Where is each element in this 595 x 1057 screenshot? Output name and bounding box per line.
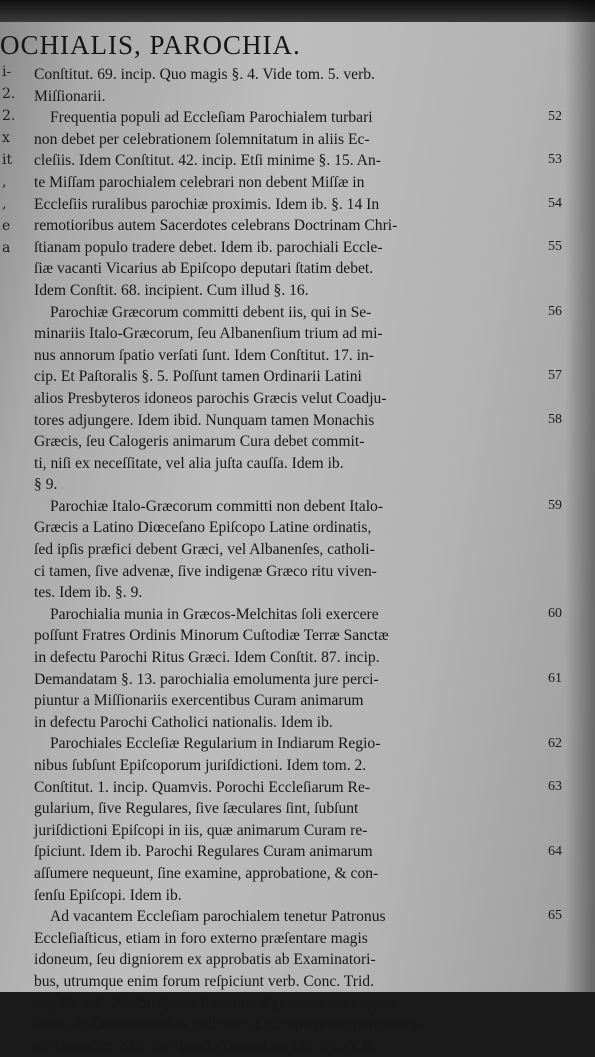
running-header: OCHIALIS, PAROCHIA.	[0, 30, 301, 60]
text-line: Græcis a Latino Diœceſano Epiſcopo Latine ordinatis,	[34, 519, 372, 537]
marginal-number: 61	[548, 670, 562, 686]
text-line: ſed ipſis præfici debent Græci, vel Albanenſes, catholi-	[34, 541, 375, 559]
text-line: ſpiciunt. Idem ib. Parochi Regulares Curam animarum	[34, 843, 373, 861]
text-line: bus, utrumque enim forum reſpiciunt verb. Conc. Trid.	[34, 972, 374, 990]
text-line: ſiæ vacanti Vicarius ab Epiſcopo deputari ſtatim debet.	[34, 260, 374, 278]
text-line: ſtianam populo tradere debet. Idem ib. parochiali Eccle-	[34, 238, 383, 256]
text-line: Ad vacantem Eccleſiam parochialem tenetur Patronus	[50, 908, 386, 926]
text-line: Frequentia populi ad Eccleſiam Parochialem turbari	[50, 109, 373, 127]
text-line: alios Presbyteros idoneos parochis Græcis velut Coadju-	[34, 389, 387, 407]
marginal-number: 56	[548, 303, 562, 319]
text-line: piuntur a Miſſionariis exercentibus Curam animarum	[34, 692, 364, 710]
text-line: cleſiis. Idem Conſtitut. 42. incip. Etſi minime §. 15. An-	[34, 152, 381, 170]
left-margin-fragment: 2.	[2, 86, 16, 102]
text-line: Eccleſiis ruralibus parochiæ proximis. Idem ib. §. 14 In	[34, 195, 380, 213]
marginal-number: 62	[548, 735, 562, 751]
text-line: Parochiæ Græcorum committi debent iis, qui in Se-	[50, 303, 372, 321]
marginal-number: 54	[548, 195, 562, 211]
text-line: juriſdictioni Epiſcopi in iis, quæ animarum Curam re-	[34, 821, 368, 839]
text-line: remotioribus autem Sacerdotes celebrans Doctrinam Chri-	[34, 217, 398, 235]
text-line: Parochiæ Italo-Græcorum committi non debent Italo-	[50, 497, 384, 515]
page-top-shadow	[0, 0, 595, 22]
text-line: ſenſu Epiſcopi. Idem ib.	[34, 886, 182, 904]
text-line: tes. Idem ib. §. 9.	[34, 584, 143, 602]
marginal-number: 52	[548, 109, 562, 125]
text-line: nus annorum ſpatio verſati ſunt. Idem Conſtitut. 17. in-	[34, 346, 374, 364]
text-line: Demandatam §. 13. parochialia emolumenta jure perci-	[34, 670, 379, 688]
text-line: batos ab Examinatoribus judicabit, Epiſcopo præſentare tenea-	[34, 1016, 423, 1034]
left-margin-fragment: i-	[2, 64, 12, 80]
text-line: non debet per celebrationem ſolemnitatum in aliis Ec-	[34, 130, 370, 148]
marginal-number: 58	[548, 411, 562, 427]
text-line: ci tamen, ſive advenæ, ſive indigenæ Græco ritu viven-	[34, 562, 377, 580]
text-line: gularium, ſive Regulares, ſive ſæculares ſint, ſubſunt	[34, 800, 359, 818]
marginal-number: 60	[548, 606, 562, 621]
text-line: Parochiales Eccleſiæ Regularium in Indiarum Regio-	[50, 735, 381, 753]
text-line: idoneum, ſeu digniorem ex approbatis ab Examinatori-	[34, 951, 376, 969]
text-line: Idem Conſtit. 68. incipient. Cum illud §. 16.	[34, 281, 309, 299]
left-margin-fragments	[2, 64, 26, 262]
marginal-number: 57	[548, 368, 562, 384]
left-margin-fragment: it	[2, 152, 13, 168]
text-line: § 9.	[34, 476, 58, 494]
text-line: in defectu Parochi Ritus Græci. Idem Conſtit. 87. incip.	[34, 649, 380, 667]
marginal-number: 65	[548, 908, 562, 924]
text-line: te Miſſam parochialem celebrari non debent Miſſæ in	[34, 173, 365, 191]
marginal-numbers	[548, 0, 593, 992]
text-line: aſſumere nequeunt, ſine examine, approbatione, & con-	[34, 864, 379, 882]
text-line: cip. Et Paſtoralis §. 5. Poſſunt tamen Ordinarii Latini	[34, 368, 362, 386]
text-line: cap 18. ſeſſ. 24. ibi; Quem Patronus digniorem inter appro-	[34, 994, 401, 1012]
left-margin-fragment: ,	[2, 174, 7, 190]
text-line: Græcis, ſeu Calogeris animarum Cura debet commit-	[34, 433, 365, 451]
left-margin-fragment: e	[2, 218, 11, 234]
marginal-number: 64	[548, 843, 562, 859]
text-line: minariis Italo-Græcorum, ſeu Albanenſium trium ad mi-	[34, 325, 383, 343]
left-margin-fragment: x	[2, 130, 10, 146]
left-margin-fragment: a	[2, 240, 11, 256]
marginal-number: 55	[548, 238, 562, 254]
text-line: Parochialia munia in Græcos-Melchitas ſoli exercere	[50, 605, 379, 623]
text-line: Conſtitut. 1. incip. Quamvis. Porochi Eccleſiarum Re-	[34, 778, 371, 796]
text-line: tores adjungere. Idem ibid. Nunquam tamen Monachis	[34, 411, 375, 429]
text-line: nibus ſubſunt Epiſcoporum juriſdictioni. Idem tom. 2.	[34, 757, 367, 774]
text-line: in defectu Parochi Catholici nationalis. Idem ib.	[34, 713, 333, 731]
marginal-number: 63	[548, 778, 562, 794]
marginal-number: 53	[548, 152, 562, 168]
text-line: Eccleſiaſticus, etiam in foro externo præſentare magis	[34, 929, 368, 947]
text-line: tur Benedict. XIV. de Synodo Diœceſana lib. 4. cap. 8.	[34, 1037, 374, 1055]
text-line: ti, niſi ex neceſſitate, vel alia juſta cauſſa. Idem ib.	[34, 454, 344, 472]
body-text	[34, 64, 540, 1057]
text-line: Miſſionarii.	[34, 87, 106, 105]
left-margin-fragment: ,	[2, 196, 7, 212]
marginal-number: 59	[548, 498, 562, 513]
text-line: poſſunt Fratres Ordinis Minorum Cuſtodiæ Terræ Sanctæ	[34, 627, 389, 645]
left-margin-fragment: 2.	[2, 108, 16, 124]
text-line: Conſtitut. 69. incip. Quo magis §. 4. Vide tom. 5. verb.	[34, 66, 375, 83]
